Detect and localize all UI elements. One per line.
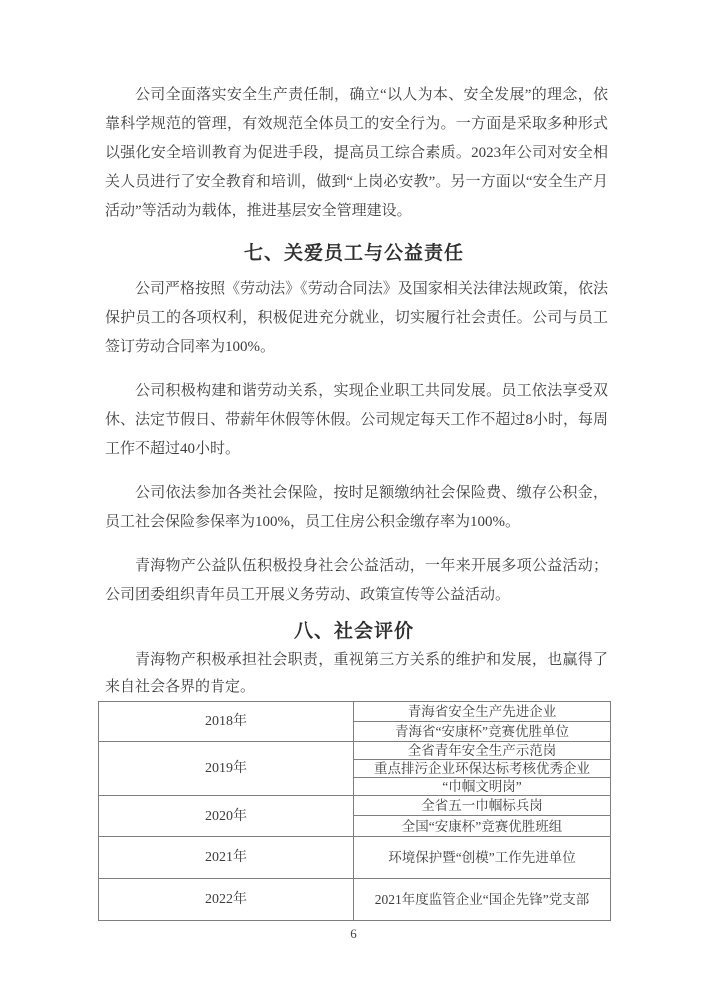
award-cell: 全国“安康杯”竞赛优胜班组 (354, 816, 611, 837)
table-row (99, 796, 611, 816)
table-row (99, 702, 611, 722)
award-cell: “巾帼文明岗” (354, 778, 611, 796)
page-number: 6 (350, 926, 357, 941)
paragraph-social-insurance: 公司依法参加各类社会保险，按时足额缴纳社会保险费、缴存公积金，员工社会保险参保率为100%，员工住房公积金缴存率为100%。 (105, 485, 608, 530)
year-cell: 2020年 (99, 796, 354, 837)
year-cell: 2018年 (99, 702, 354, 742)
table-row (99, 837, 611, 879)
paragraph-labor-law: 公司严格按照《劳动法》《劳动合同法》及国家相关法律法规政策，依法保护员工的各项权利，积极促进充分就业，切实履行社会责任。公司与员工签订劳动合同率为100%。 (105, 281, 608, 355)
award-cell: 重点排污企业环保达标考核优秀企业 (354, 760, 611, 778)
section-heading-social-evaluation: 八、社会评价 (293, 621, 414, 642)
year-cell: 2022年 (99, 879, 354, 921)
table-row (99, 742, 611, 760)
year-cell: 2019年 (99, 742, 354, 796)
paragraph-social-recognition: 青海物产积极承担社会职责，重视第三方关系的维护和发展，也赢得了来自社会各界的肯定。 (105, 652, 608, 695)
year-cell: 2021年 (99, 837, 354, 879)
paragraph-labor-relations: 公司积极构建和谐劳动关系，实现企业职工共同发展。员工依法享受双休、法定节假日、带薪年休假等休假。公司规定每天工作不超过8小时，每周工作不超过40小时。 (105, 383, 608, 457)
award-cell: 青海省安全生产先进企业 (354, 702, 611, 722)
award-cell: 全省五一巾帼标兵岗 (354, 796, 611, 816)
page-content (98, 81, 610, 921)
paragraph-public-welfare: 青海物产公益队伍积极投身社会公益活动，一年来开展多项公益活动；公司团委组织青年员工开展义务劳动、政策宣传等公益活动。 (105, 558, 608, 603)
award-cell: 青海省“安康杯”竞赛优胜单位 (354, 722, 611, 742)
award-cell: 全省青年安全生产示范岗 (354, 742, 611, 760)
section-heading-employee-care: 七、关爱员工与公益责任 (243, 243, 464, 264)
award-cell: 2021年度监管企业“国企先锋”党支部 (354, 879, 611, 921)
award-cell: 环境保护暨“创模”工作先进单位 (354, 837, 611, 879)
table-row (99, 879, 611, 921)
paragraph-safety-responsibility: 公司全面落实安全生产责任制，确立“以人为本、安全发展”的理念，依靠科学规范的管理，有效规范全体员工的安全行为。一方面是采取多种形式以强化安全培训教育为促进手段，提高员工综合素质。2023年公司对安全相关人员进行了安全教育和培训，做到“上岗必安教”。另一方面以“安全生产月活动”等活动为载体，推进基层安全管理建设。 (105, 87, 608, 219)
awards-table (98, 701, 611, 921)
